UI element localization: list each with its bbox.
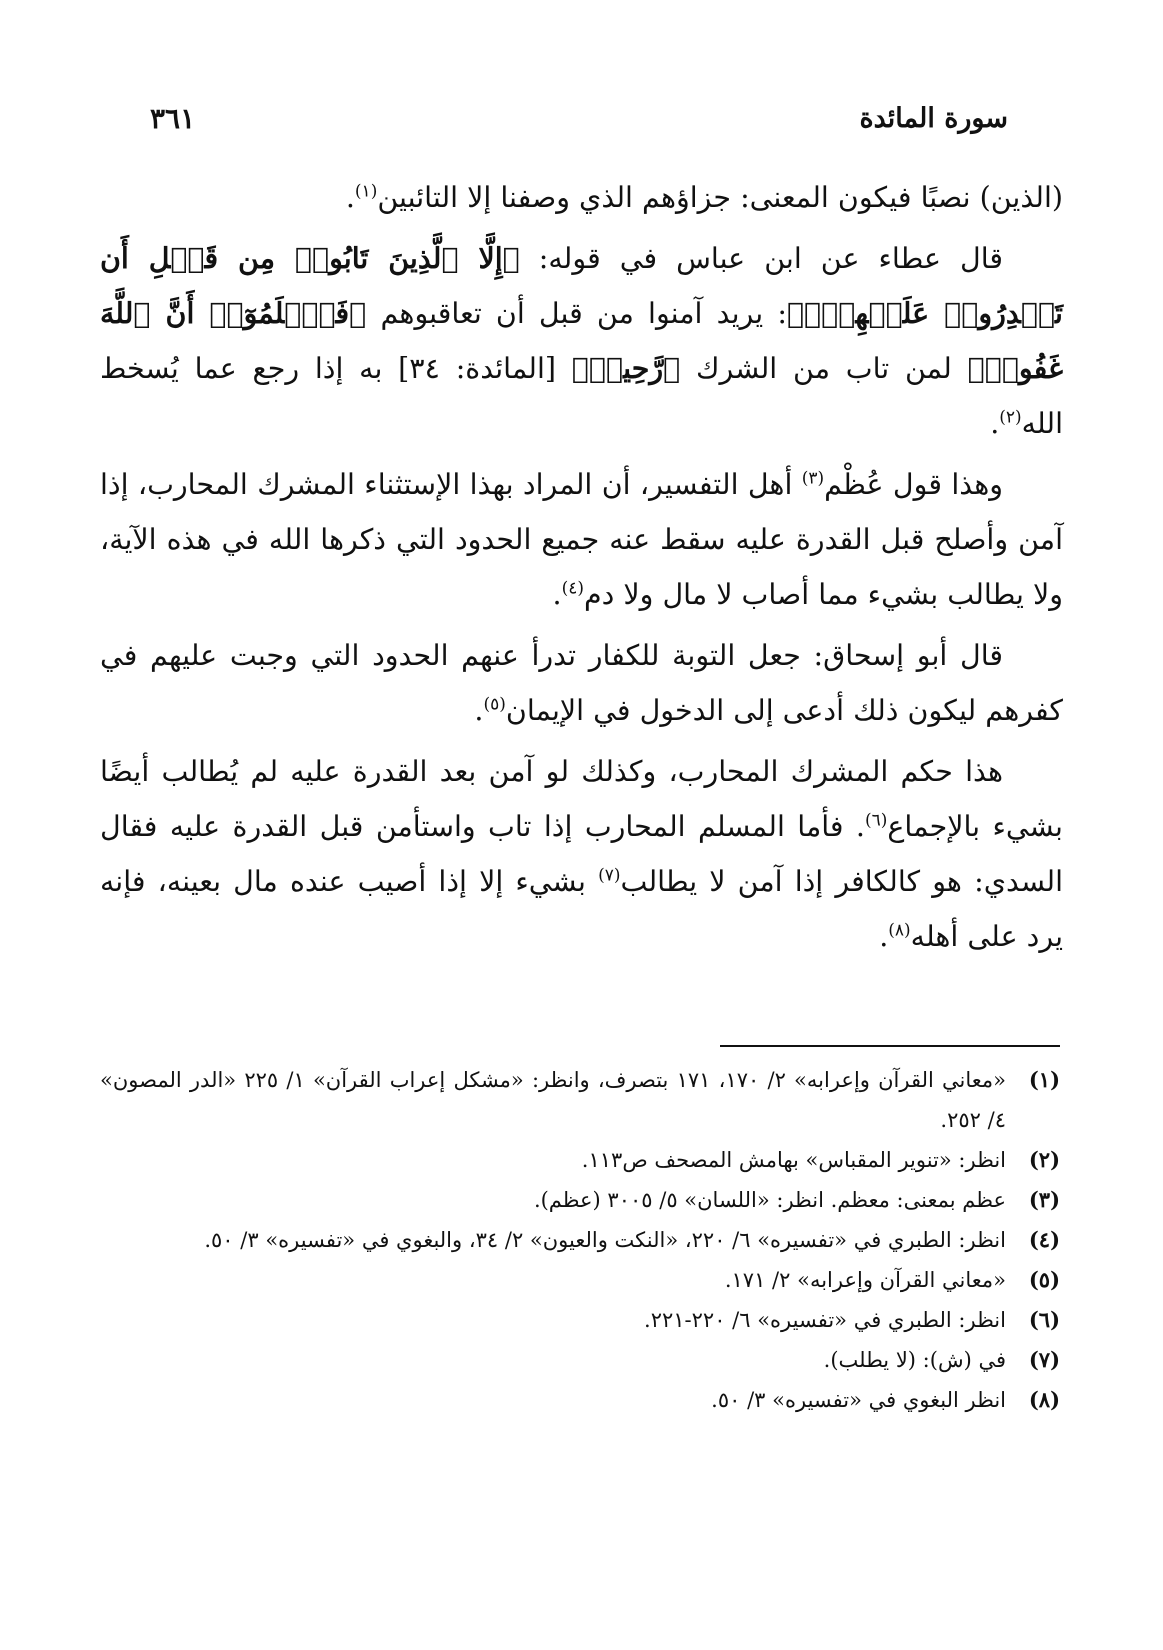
- footnote-number: (٧): [1028, 1347, 1060, 1372]
- footnote-ref: (٦): [865, 810, 888, 831]
- footnote-number: (٤): [1028, 1227, 1060, 1252]
- footnote-number: (٣): [1028, 1187, 1060, 1212]
- paragraph-4: [100, 628, 1063, 738]
- footnote-item: [100, 1380, 1060, 1420]
- footnote-text: عظم بمعنى: معظم. انظر: «اللسان» ٥/ ٣٠٠٥ (عظم).: [533, 1188, 1006, 1212]
- footnote-text: انظر: الطبري في «تفسيره» ٦/ ٢٢٠، «النكت والعيون» ٢/ ٣٤، والبغوي في «تفسيره» ٣/ ٥٠.: [204, 1228, 1006, 1252]
- footnote-ref: (٣): [801, 468, 825, 489]
- footnote-number: (٨): [1028, 1387, 1060, 1412]
- paragraph-end: .: [879, 920, 889, 953]
- footnote-number: (١): [1028, 1067, 1060, 1092]
- paragraph-text: هذا حكم المشرك المحارب، وكذلك لو آمن بعد القدرة عليه لم يُطالب أيضًا بشيء بالإجماع: [100, 755, 1063, 843]
- footnote-ref: (٨): [888, 920, 911, 941]
- footnote-divider: [720, 1045, 1060, 1047]
- paragraph-text: وهذا قول عُظْم: [824, 468, 1003, 501]
- page-number: ٣٦١: [150, 101, 196, 135]
- footnote-item: [100, 1180, 1060, 1220]
- quran-quote: ﴿فَٱعۡلَمُوٓا۟ أَنَّ ٱللَّهَ غَفُورٞ﴾: [100, 296, 1063, 385]
- footnote-item: [100, 1340, 1060, 1380]
- paragraph-3: [100, 457, 1063, 622]
- footnote-text: انظر: الطبري في «تفسيره» ٦/ ٢٢٠-٢٢١.: [644, 1308, 1006, 1332]
- footnote-text: في (ش): (لا يطلب).: [823, 1348, 1006, 1372]
- running-title: سورة المائدة: [859, 102, 1008, 134]
- footnote-item: [100, 1260, 1060, 1300]
- footnote-item: [100, 1140, 1060, 1180]
- paragraph-end: .: [552, 578, 562, 611]
- footnotes: [100, 1060, 1060, 1420]
- footnote-ref: (٤): [561, 578, 584, 599]
- paragraph-end: .: [474, 694, 484, 727]
- paragraph-text: . فأما المسلم المحارب إذا تاب واستأمن قبل القدرة عليه فقال السدي: هو كالكافر إذا آمن لا يطالب: [100, 810, 1063, 898]
- paragraph-text: قال أبو إسحاق: جعل التوبة للكفار تدرأ عنهم الحدود التي وجبت عليهم في كفرهم ليكون ذلك أدعى إلى الدخول في الإيمان: [100, 639, 1063, 727]
- footnote-number: (٢): [1028, 1147, 1060, 1172]
- footnote-text: انظر البغوي في «تفسيره» ٣/ ٥٠.: [711, 1388, 1006, 1412]
- footnote-ref: (٧): [598, 865, 621, 886]
- paragraph-text: : يريد آمنوا من قبل أن تعاقبوهم: [366, 297, 787, 330]
- paragraph-text: لمن تاب من الشرك: [680, 352, 968, 385]
- paragraph-text: [المائدة: ٣٤] به إذا رجع عما يُسخط الله: [100, 352, 1063, 440]
- footnote-text: انظر: «تنوير المقباس» بهامش المصحف ص١١٣.: [581, 1148, 1006, 1172]
- paragraph-text: (الذين) نصبًا فيكون المعنى: جزاؤهم الذي وصفنا إلا التائبين: [377, 181, 1063, 214]
- paragraph-5: [100, 744, 1063, 964]
- footnote-ref: (١): [354, 181, 378, 202]
- paragraph-end: .: [345, 181, 355, 214]
- paragraph-1: [100, 170, 1063, 225]
- quran-quote: ﴿رَّحِيمٞ﴾: [571, 351, 681, 385]
- main-text: [100, 170, 1063, 970]
- footnote-text: «معاني القرآن وإعرابه» ٢/ ١٧١.: [724, 1268, 1006, 1292]
- footnote-item: [100, 1300, 1060, 1340]
- paragraph-end: .: [990, 407, 1000, 440]
- paragraph-2: [100, 231, 1063, 451]
- footnote-ref: (٢): [999, 407, 1022, 428]
- paragraph-text: بشيء إلا إذا أصيب عنده مال بعينه، فإنه يرد على أهله: [100, 865, 1063, 953]
- quran-quote: ﴿إِلَّا ٱلَّذِينَ تَابُوا۟ مِن قَبۡلِ أَن تَقۡدِرُوا۟ عَلَيۡهِمۡۖ﴾: [100, 241, 1063, 330]
- footnote-text: «معاني القرآن وإعرابه» ٢/ ١٧٠، ١٧١ بتصرف، وانظر: «مشكل إعراب القرآن» ١/ ٢٢٥ «الدر المصون» ٤/ ٢٥٢.: [100, 1068, 1006, 1132]
- footnote-number: (٦): [1028, 1307, 1060, 1332]
- paragraph-text: أهل التفسير، أن المراد بهذا الإستثناء المشرك المحارب، إذا آمن وأصلح قبل القدرة عليه سقط عنه جميع الحدود التي ذكرها الله في هذه الآية، ولا يطالب بشيء مما أصاب لا مال ولا دم: [100, 468, 1063, 611]
- footnote-item: [100, 1060, 1060, 1140]
- footnote-ref: (٥): [483, 694, 506, 715]
- footnote-item: [100, 1220, 1060, 1260]
- page-header: [150, 88, 1008, 148]
- footnote-number: (٥): [1028, 1267, 1060, 1292]
- paragraph-text: قال عطاء عن ابن عباس في قوله:: [519, 242, 1003, 275]
